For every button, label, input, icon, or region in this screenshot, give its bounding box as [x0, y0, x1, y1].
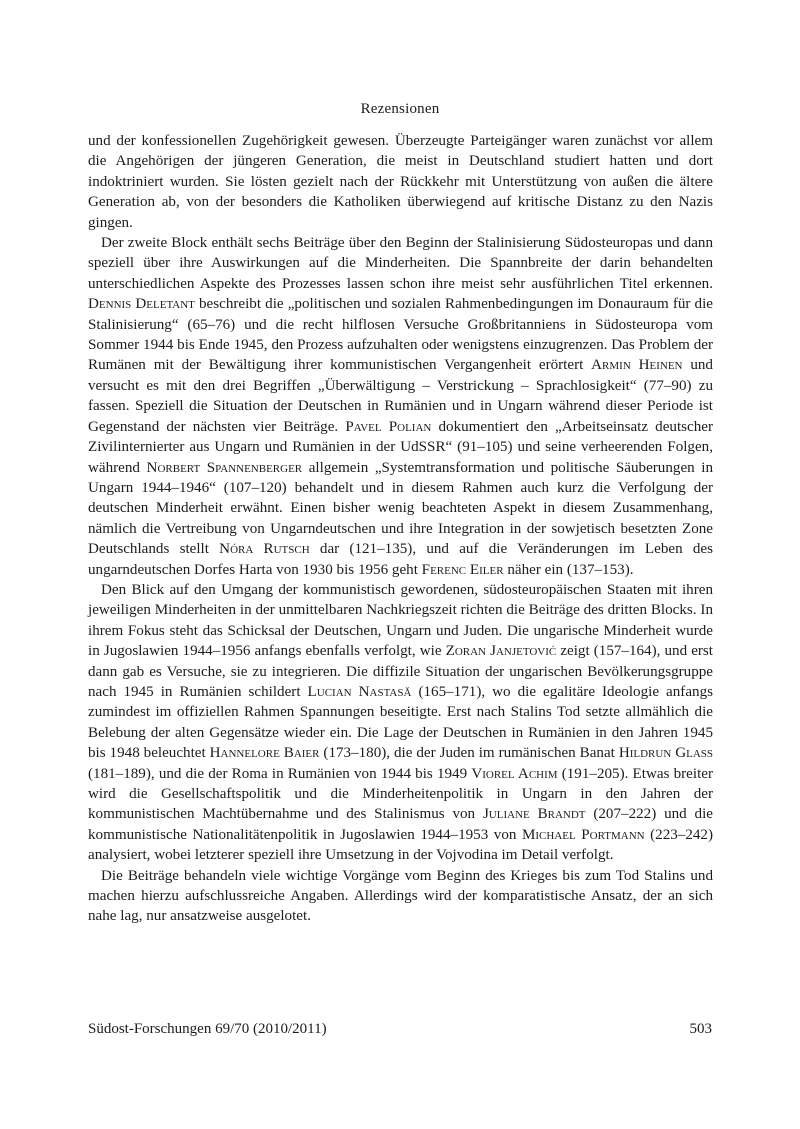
author-name: Norbert Spannenberger: [146, 459, 303, 476]
author-name: Hannelore Baier: [209, 745, 320, 762]
text-segment: dar (121–135), und auf die Veränderungen im Leben des ungarndeutschen Dorfes Harta von 1930 bis 1956 geht: [88, 541, 714, 578]
author-name: Zoran Janjetović: [445, 643, 557, 660]
author-name: Nóra Rutsch: [219, 541, 310, 558]
page-number: 503: [689, 1021, 712, 1037]
author-name: Pavel Polian: [345, 418, 432, 435]
author-name: Michael Portmann: [521, 826, 645, 843]
text-segment: (181–189), und die der Roma in Rumänien von 1944 bis 1949: [88, 765, 472, 782]
text-segment: (165–171), wo die egalitäre Ideologie anfangs zumindest im offiziellen Rahmen Spannungen beseitigte. Erst nach Stalins Tod setzte allmählich die Belebung der alten Gegensätze wieder ein. Die Lage der Deutschen in Rumänien in den Jahren 1945 bis 1948 beleuchtet: [88, 683, 713, 762]
text-segment: (207–222) und die kommunistische Nationalitätenpolitik in Jugoslawien 1944–1953 von: [88, 806, 713, 843]
author-name: Ferenc Eiler: [421, 561, 504, 578]
text-segment: dokumentiert den „Arbeitseinsatz deutscher Zivilinternierter aus Ungarn und Rumänien in der UdSSR“ (91–105) und seine verheerenden Folgen, während: [88, 418, 713, 476]
footer-journal-citation: Südost-Forschungen 69/70 (2010/2011): [88, 1021, 327, 1037]
paragraph: [88, 233, 713, 580]
author-name: Juliane Brandt: [482, 806, 586, 823]
text-segment: näher ein (137–153).: [503, 561, 634, 578]
text-segment: allgemein „Systemtransformation und politische Säuberungen in Ungarn 1944–1946“ (107–120) behandelt und in diesem Rahmen auch kurz die Verfolgung der deutschen Minderheit erwähnt. Einen bisher wenig beachteten Aspekt in diesem Zusammenhang, nämlich die Vertreibung von Ungarndeutschen und ihre Integration in der sowjetisch besetzten Zone Deutschlands stellt: [88, 459, 714, 558]
text-segment: und der konfessionellen Zugehörigkeit gewesen. Überzeugte Parteigänger waren zunächst vor allem die Angehörigen der jüngeren Generation, die meist in Deutschland studiert hatten und dort indoktriniert wurden. Sie lösten gezielt nach der Rückkehr mit Unterstützung von außen die ältere Generation ab, von der besonders die Katholiken überwiegend auf kritische Distanz zu den Nazis gingen.: [88, 133, 713, 231]
author-name: Lucian Nastasă: [307, 683, 412, 700]
text-segment: (191–205). Etwas breiter wird die Gesellschaftspolitik und die Minderheitenpolitik in Ungarn in den Jahren der kommunistischen Machtübernahme und des Stalinismus von: [88, 765, 713, 823]
author-name: Viorel Achim: [471, 765, 558, 782]
paragraph: [88, 580, 713, 866]
author-name: Armin Heinen: [591, 357, 683, 374]
text-segment: (223–242) analysiert, wobei letzterer speziell ihre Umsetzung in der Vojvodina im Detail verfolgt.: [88, 826, 714, 864]
paragraph: [88, 866, 713, 927]
text-segment: Den Blick auf den Umgang der kommunistisch gewordenen, südosteuropäischen Staaten mit ihren jeweiligen Minderheiten in der unmittelbaren Nachkriegszeit richten die Beiträge des dritten Blocks. In ihrem Fokus steht das Schicksal der Deutschen, Ungarn und Juden. Die ungarische Minderheit wurde in Jugoslawien 1944–1956 anfangs ebenfalls verfolgt, wie: [88, 581, 713, 660]
text-segment: zeigt (157–164), und erst dann gab es Versuche, sie zu integrieren. Die diffizile Situation der ungarischen Bevölkerungsgruppe nach 1945 in Rumänien schildert: [88, 643, 713, 700]
author-name: Dennis Deletant: [88, 296, 195, 313]
running-head: Rezensionen: [360, 101, 440, 117]
author-name: Hildrun Glass: [618, 745, 713, 762]
text-segment: Der zweite Block enthält sechs Beiträge über den Beginn der Stalinisierung Südosteuropas und dann speziell über ihre Auswirkungen auf die Minderheiten. Die Spannbreite der darin behandelten unterschiedlichen Aspekte des Prozesses lassen schon ihre meist sehr ausführlichen Titel erkennen.: [88, 235, 713, 292]
text-segment: (173–180), die der Juden im rumänischen Banat: [319, 745, 619, 762]
text-segment: und versucht es mit den drei Begriffen „Überwältigung – Verstrickung – Sprachlosigkeit“ (77–90) zu fassen. Speziell die Situation der Deutschen in Rumänien und in Ungarn während dieser Periode ist Gegenstand der nächsten vier Beiträge.: [88, 357, 713, 435]
body-text: [88, 131, 713, 927]
paragraph: [88, 131, 713, 233]
text-segment: Die Beiträge behandeln viele wichtige Vorgänge vom Beginn des Krieges bis zum Tod Stalins und machen hierzu aufschlussreiche Angaben. Allerdings wird der komparatistische Ansatz, der an sich nahe lag, nur ansatzweise ausgelotet.: [88, 867, 713, 925]
text-segment: beschreibt die „politischen und sozialen Rahmenbedingungen im Donauraum für die Stalinisierung“ (65–76) und die recht hilflosen Versuche Großbritanniens in Südosteuropa vom Sommer 1944 bis Ende 1945, den Prozess aufzuhalten oder wenigstens einzugrenzen. Das Problem der Rumänen mit der Bewältigung ihrer kommunistischen Vergangenheit erörtert: [88, 296, 713, 374]
